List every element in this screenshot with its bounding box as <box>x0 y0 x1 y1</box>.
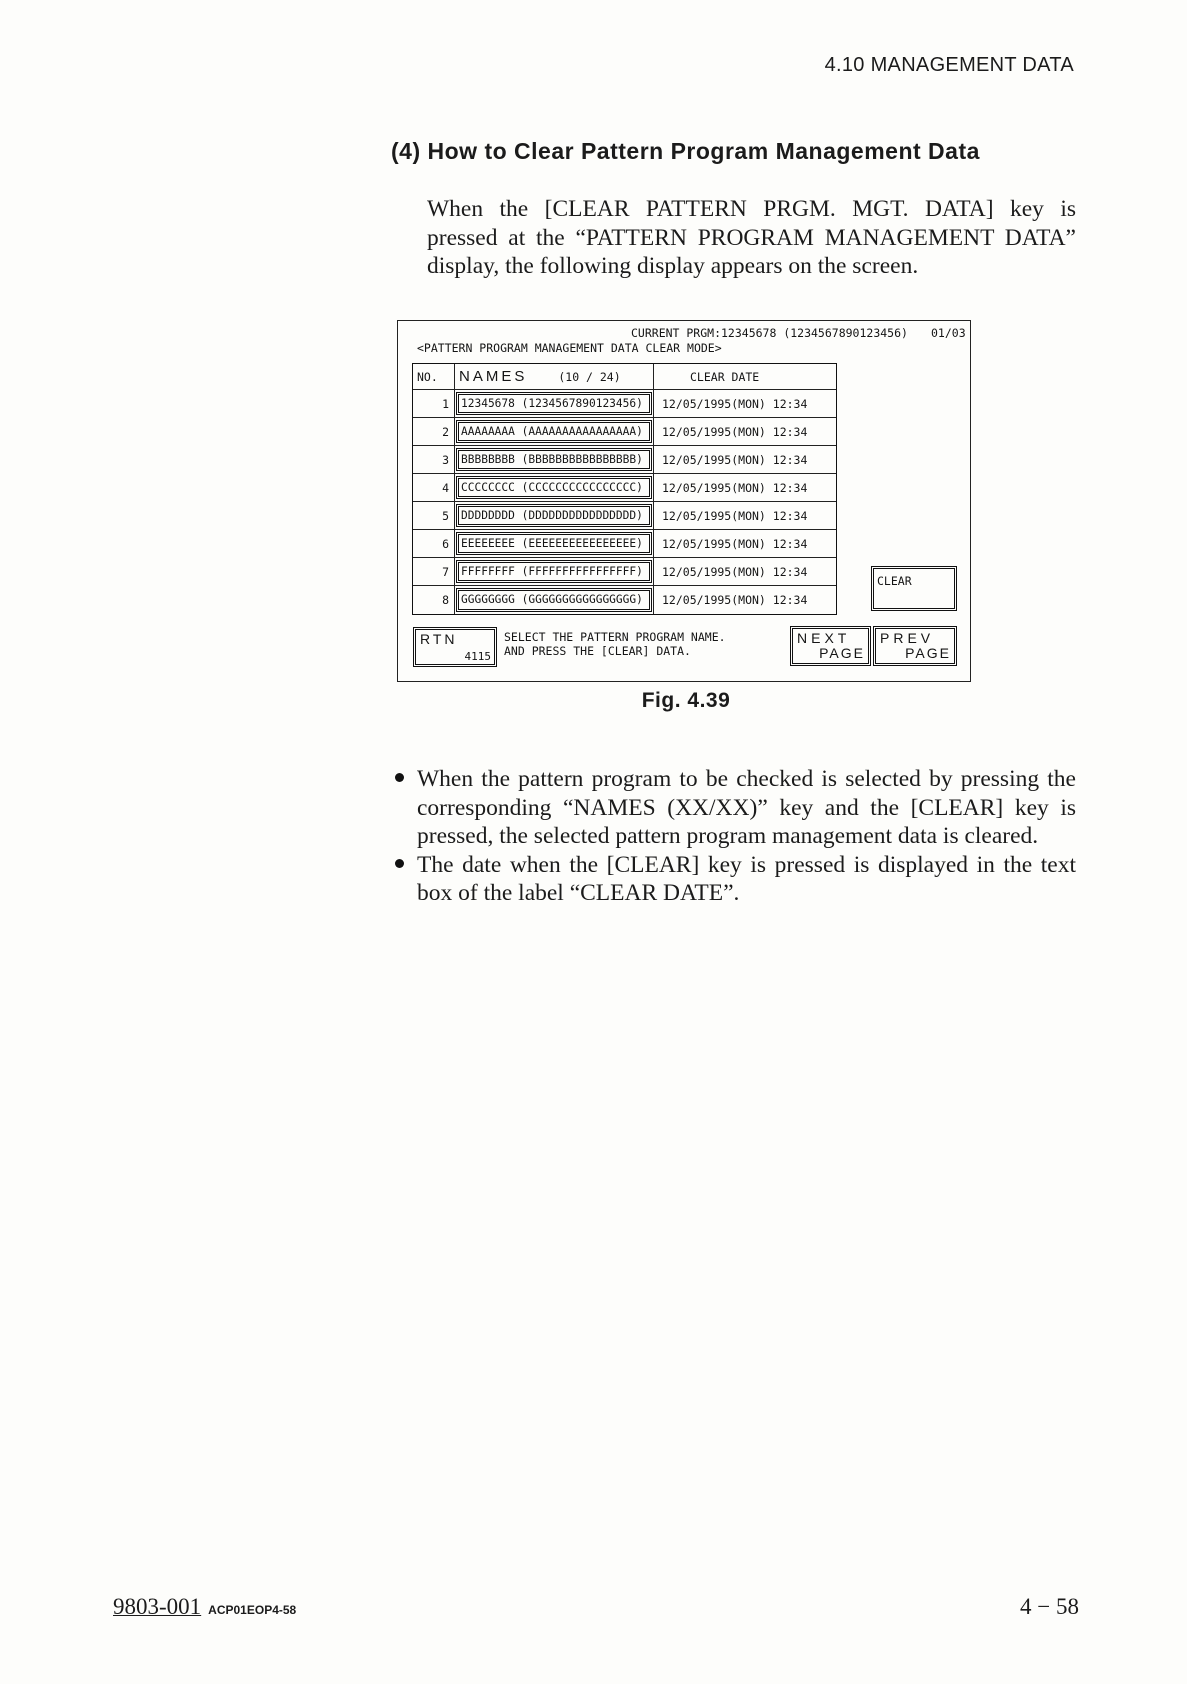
header-names <box>455 364 654 389</box>
page-indicator: 01/03 <box>931 326 966 340</box>
clear-date-value: 12/05/1995(MON) 12:34 <box>662 593 808 607</box>
page-number: 4 − 58 <box>1020 1594 1079 1619</box>
clear-date-value: 12/05/1995(MON) 12:34 <box>662 396 808 411</box>
bullet-line: The date when the [CLEAR] key is pressed is displayed in the text <box>417 851 1076 878</box>
program-name-label: DDDDDDDD (DDDDDDDDDDDDDDDD) <box>461 508 643 522</box>
program-name-button[interactable] <box>456 420 652 443</box>
table-row <box>413 502 836 530</box>
row-number: 4 <box>413 474 455 501</box>
bullet-icon <box>395 773 404 782</box>
intro-paragraph <box>427 195 1076 281</box>
table-row <box>413 530 836 558</box>
name-cell <box>455 390 654 417</box>
program-name-label: FFFFFFFF (FFFFFFFFFFFFFFFF) <box>461 564 643 578</box>
clear-date-value: 12/05/1995(MON) 12:34 <box>662 508 808 523</box>
row-number: 2 <box>413 418 455 445</box>
figure-caption: Fig. 4.39 <box>641 689 731 712</box>
footer <box>113 1594 296 1620</box>
bullet-line: pressed, the selected pattern program management data is cleared. <box>417 823 1039 850</box>
program-name-button[interactable] <box>456 448 652 471</box>
bullet-item <box>395 765 1076 851</box>
program-table <box>412 363 837 615</box>
clear-date-value: 12/05/1995(MON) 12:34 <box>662 536 808 551</box>
bullet-line: box of the label “CLEAR DATE”. <box>417 880 740 907</box>
table-row <box>413 418 836 446</box>
paragraph-line: When the [CLEAR PATTERN PRGM. MGT. DATA] key is <box>427 196 1076 222</box>
message-line: AND PRESS THE [CLEAR] DATA. <box>504 644 691 658</box>
name-cell <box>455 474 654 501</box>
program-name-button[interactable] <box>456 532 652 555</box>
program-name-label: CCCCCCCC (CCCCCCCCCCCCCCCC) <box>461 480 643 494</box>
bullet-line: When the pattern program to be checked is selected by pressing the <box>417 766 1076 792</box>
bullet-icon <box>395 859 404 868</box>
program-name-label: EEEEEEEE (EEEEEEEEEEEEEEEE) <box>461 536 643 550</box>
clear-date-value: 12/05/1995(MON) 12:34 <box>662 480 808 495</box>
program-name-button[interactable] <box>456 504 652 527</box>
clear-date-value: 12/05/1995(MON) 12:34 <box>662 452 808 467</box>
program-name-button[interactable] <box>456 392 652 415</box>
next-page-label-top: NEXT <box>797 630 851 646</box>
name-cell <box>455 418 654 445</box>
program-name-button[interactable] <box>456 476 652 499</box>
rtn-code: 4115 <box>464 650 491 663</box>
bullet-item <box>395 851 1076 908</box>
row-number: 8 <box>413 586 455 614</box>
table-header-row <box>413 364 836 390</box>
clear-date-value: 12/05/1995(MON) 12:34 <box>662 424 808 439</box>
section-heading: (4) How to Clear Pattern Program Management Data <box>391 138 980 164</box>
table-row <box>413 558 836 586</box>
row-number: 5 <box>413 502 455 529</box>
next-page-button[interactable] <box>790 626 871 666</box>
mode-title: <PATTERN PROGRAM MANAGEMENT DATA CLEAR MODE> <box>417 341 722 355</box>
paragraph-line: pressed at the “PATTERN PROGRAM MANAGEMENT DATA” <box>427 224 1076 251</box>
section-header: 4.10 MANAGEMENT DATA <box>824 54 1074 76</box>
clear-button[interactable] <box>871 566 957 611</box>
rtn-label: RTN <box>420 631 458 647</box>
program-name-label: GGGGGGGG (GGGGGGGGGGGGGGGG) <box>461 593 643 606</box>
doc-code: ACP01EOP4-58 <box>208 1603 297 1617</box>
name-cell <box>455 446 654 473</box>
message-text <box>504 630 726 658</box>
table-row <box>413 474 836 502</box>
name-cell <box>455 586 654 614</box>
prev-page-button[interactable] <box>873 626 957 666</box>
row-number: 7 <box>413 558 455 585</box>
clear-button-label: CLEAR <box>877 574 912 588</box>
row-number: 6 <box>413 530 455 557</box>
rtn-button[interactable] <box>413 627 497 667</box>
header-no: NO. <box>413 364 455 389</box>
prev-page-label-bottom: PAGE <box>905 645 951 661</box>
current-program-label: CURRENT PRGM:12345678 (1234567890123456) <box>631 326 908 340</box>
name-cell <box>455 502 654 529</box>
paragraph-line: display, the following display appears on the screen. <box>427 253 919 280</box>
row-number: 1 <box>413 390 455 417</box>
program-name-button[interactable] <box>456 560 652 583</box>
program-name-label: BBBBBBBB (BBBBBBBBBBBBBBBB) <box>461 452 643 466</box>
clear-date-value: 12/05/1995(MON) 12:34 <box>662 564 808 579</box>
table-row <box>413 390 836 418</box>
program-name-label: AAAAAAAA (AAAAAAAAAAAAAAAA) <box>461 424 643 438</box>
bullet-line: corresponding “NAMES (XX/XX)” key and the [CLEAR] key is <box>417 794 1076 821</box>
name-cell <box>455 530 654 557</box>
header-names-count: (10 / 24) <box>558 369 621 384</box>
table-row <box>413 446 836 474</box>
bullet-list <box>395 765 1076 908</box>
next-page-label-bottom: PAGE <box>819 645 865 661</box>
header-clear-date: CLEAR DATE <box>690 369 760 384</box>
table-row <box>413 586 836 614</box>
figure-screen <box>397 320 971 682</box>
message-line: SELECT THE PATTERN PROGRAM NAME. <box>504 630 726 644</box>
row-number: 3 <box>413 446 455 473</box>
header-names-label: NAMES <box>459 368 528 385</box>
doc-number: 9803-001 <box>113 1594 202 1619</box>
program-name-label: 12345678 (1234567890123456) <box>461 396 643 410</box>
prev-page-label-top: PREV <box>880 630 935 646</box>
name-cell <box>455 558 654 585</box>
program-name-button[interactable] <box>456 588 652 612</box>
